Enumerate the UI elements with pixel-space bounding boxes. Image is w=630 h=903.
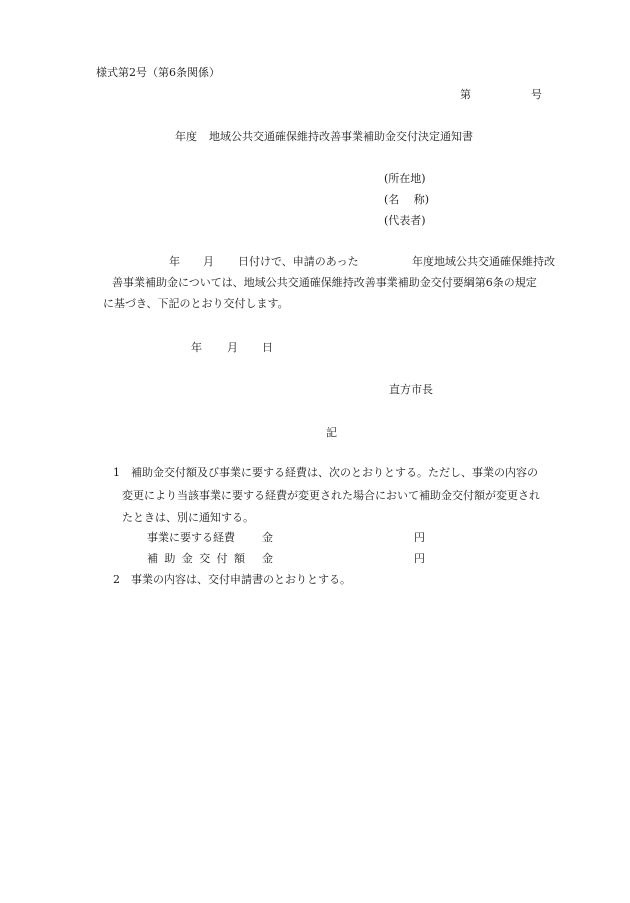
subsidy-amount-label: 補助金交付額 [147, 552, 252, 565]
item2-text: 事業の内容は、交付申請書のとおりとする。 [131, 573, 351, 586]
expense-yen: 円 [414, 531, 425, 544]
document-number-prefix: 第 [460, 88, 471, 101]
item2-number: 2 [113, 573, 120, 586]
subsidy-kin: 金 [262, 552, 273, 565]
title-fiscal-year: 年度 [175, 130, 197, 143]
date-year: 年 [191, 341, 202, 354]
addressee-location: (所在地) [384, 172, 426, 185]
date-month: 月 [227, 341, 238, 354]
addressee-representative: (代表者) [384, 214, 426, 227]
item1-line2: 変更により当該事業に要する経費が変更された場合において補助金交付額が変更され [122, 489, 540, 502]
addressee-name: (名 称) [384, 193, 430, 206]
document-number-suffix: 号 [531, 88, 542, 101]
date-day: 日 [262, 341, 273, 354]
item1-number: 1 [113, 466, 120, 479]
body-line2: 善事業補助金については、地域公共交通確保維持改善事業補助金交付要綱第6条の規定 [112, 276, 537, 289]
expense-kin: 金 [262, 531, 273, 544]
item1-line1: 補助金交付額及び事業に要する経費は、次のとおりとする。ただし、事業の内容の [131, 466, 538, 479]
expense-label: 事業に要する経費 [147, 531, 235, 544]
body-line3: に基づき、下記のとおり交付します。 [103, 297, 289, 310]
issuer-mayor: 直方市長 [389, 383, 433, 396]
item1-line3: たときは、別に通知する。 [122, 511, 254, 524]
body-month: 月 [203, 255, 214, 268]
body-line1-text: 日付けで、申請のあった [238, 255, 359, 268]
ki-heading: 記 [326, 426, 337, 439]
document-title: 地域公共交通確保維持改善事業補助金交付決定通知書 [209, 130, 473, 143]
body-year: 年 [169, 255, 180, 268]
body-line1-fiscal-year: 年度地域公共交通確保維持改 [412, 255, 555, 268]
form-number: 様式第2号（第6条関係） [96, 66, 220, 79]
subsidy-yen: 円 [414, 552, 425, 565]
